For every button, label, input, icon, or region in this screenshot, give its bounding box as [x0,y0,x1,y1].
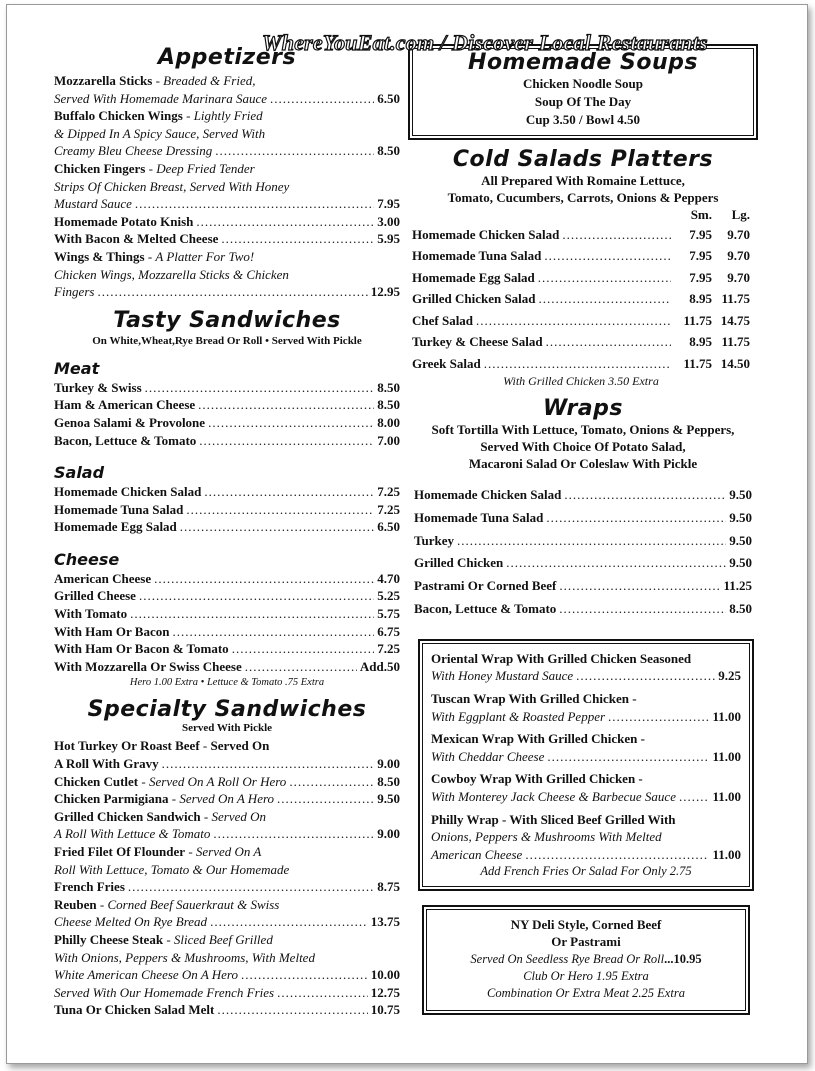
menu-item: Grilled Chicken Salad ..... 8.95 11.75 [412,288,750,310]
menu-item: With Cheddar Cheese ..... 11.00 [431,748,741,766]
wraps-title: Wraps [542,396,623,422]
menu-item: Homemade Chicken Salad ..... 9.50 [414,484,752,507]
menu-item: White American Cheese On A Hero ..... 10.00 [54,966,400,984]
wraps-extra: Add French Fries Or Salad For Only 2.75 [480,864,692,879]
menu-item: Chicken Parmigiana - Served On A Hero ..... 9.50 [54,790,400,808]
deli-title: NY Deli Style, Corned Beef [510,917,662,933]
menu-item: Pastrami Or Corned Beef ..... 11.25 [414,575,752,598]
menu-item: Oriental Wrap With Grilled Chicken Seasoned [431,650,692,666]
menu-item: Cheese Melted On Rye Bread ..... 13.75 [54,913,400,931]
menu-item: Fingers ..... 12.95 [54,283,400,301]
menu-item: Philly Cheese Steak - Sliced Beef Grilled [54,931,273,947]
deli-line: Club Or Hero 1.95 Extra [523,969,649,984]
cheese-list [54,570,400,676]
menu-item: Turkey & Cheese Salad ..... 8.95 11.75 [412,331,750,353]
appetizers-title: Appetizers [157,45,297,70]
site-watermark: WhereYouEat.com / Discover Local Restaurants [262,30,708,55]
menu-item: Turkey & Swiss ..... 8.50 [54,379,400,397]
menu-item: With Eggplant & Roasted Pepper ..... 11.00 [431,708,741,726]
menu-item: Chef Salad ..... 11.75 14.75 [412,310,750,332]
specialty-list [54,737,400,1019]
menu-item: With Honey Mustard Sauce ..... 9.25 [431,667,741,685]
menu-item: Mustard Sauce ..... 7.95 [54,195,400,213]
wraps-note: Macaroni Salad Or Coleslaw With Pickle [468,456,698,472]
right-column [408,40,758,1015]
menu-item: With Tomato ..... 5.75 [54,605,400,623]
menu-item: French Fries ..... 8.75 [54,878,400,896]
menu-item: Homemade Tuna Salad ..... 7.95 9.70 [412,245,750,267]
menu-item: Homemade Egg Salad ..... 6.50 [54,518,400,536]
specialty-title: Specialty Sandwiches [87,697,367,723]
soup-line: Chicken Noodle Soup [523,76,643,91]
tasty-note: On White,Wheat,Rye Bread Or Roll • Served With Pickle [92,334,362,347]
deli-line: Served On Seedless Rye Bread Or Roll...10.95 [470,952,702,967]
salads-note: All Prepared With Romaine Lettuce, [481,173,685,188]
menu-item: Served With Our Homemade French Fries ..... 12.75 [54,984,400,1002]
appetizers-list [54,72,400,301]
wraps-note: Served With Choice Of Potato Salad, [480,439,686,455]
menu-item: Homemade Tuna Salad ..... 9.50 [414,507,752,530]
menu-item: Greek Salad ..... 11.75 14.50 [412,353,750,375]
special-wraps-box [418,639,754,892]
soups-title: Homemade Soups [468,50,698,75]
tasty-sandwiches-title: Tasty Sandwiches [113,307,341,333]
item-description: Onions, Peppers & Mushrooms With Melted [431,829,662,845]
wraps-list [408,484,758,621]
salads-extra: With Grilled Chicken 3.50 Extra [503,374,659,389]
menu-item: Tuscan Wrap With Grilled Chicken - [431,691,637,707]
menu-item: Ham & American Cheese ..... 8.50 [54,396,400,414]
deli-title: Or Pastrami [551,934,621,950]
menu-item: Cowboy Wrap With Grilled Chicken - [431,771,643,787]
item-description: With Onions, Peppers & Mushrooms, With Melted [54,949,315,965]
menu-item: Grilled Chicken Sandwich - Served On [54,808,266,824]
salads-header: Sm. Lg. [690,207,750,222]
wraps-note: Soft Tortilla With Lettuce, Tomato, Onions & Peppers, [431,422,735,438]
left-column [54,40,400,1019]
cheese-title: Cheese [54,549,120,569]
menu-item: Bacon, Lettuce & Tomato ..... 7.00 [54,432,400,450]
menu-item: With Ham Or Bacon & Tomato ..... 7.25 [54,640,400,658]
menu-item: With Mozzarella Or Swiss Cheese ..... Add.50 [54,658,400,676]
menu-item: With Ham Or Bacon ..... 6.75 [54,623,400,641]
deli-box [422,905,750,1015]
menu-item: Genoa Salami & Provolone ..... 8.00 [54,414,400,432]
item-description: Chicken Wings, Mozzarella Sticks & Chicken [54,266,289,282]
salad-list [54,483,400,536]
menu-item: Grilled Chicken ..... 9.50 [414,552,752,575]
specialty-note: Served With Pickle [181,722,273,735]
menu-item: Grilled Cheese ..... 5.25 [54,587,400,605]
soups-box [408,44,758,140]
menu-item: Creamy Bleu Cheese Dressing ..... 8.50 [54,142,400,160]
menu-item: Homemade Tuna Salad ..... 7.25 [54,501,400,519]
menu-item: Buffalo Chicken Wings - Lightly Fried [54,108,263,124]
deli-line: Combination Or Extra Meat 2.25 Extra [487,986,685,1001]
menu-item: Chicken Fingers - Deep Fried Tender [54,160,255,176]
salad-title: Salad [54,463,105,483]
menu-item: Homemade Egg Salad ..... 7.95 9.70 [412,267,750,289]
menu-item: Homemade Chicken Salad ..... 7.95 9.70 [412,224,750,246]
salads-table [408,206,758,389]
menu-item: With Monterey Jack Cheese & Barbecue Sauce ..... 11.00 [431,788,741,806]
menu-item: With Bacon & Melted Cheese ..... 5.95 [54,230,400,248]
menu-item: Mexican Wrap With Grilled Chicken - [431,731,645,747]
menu-item: Philly Wrap - With Sliced Beef Grilled With [431,811,676,827]
menu-item: A Roll With Gravy ..... 9.00 [54,755,400,773]
cheese-extra-note: Hero 1.00 Extra • Lettuce & Tomato .75 Extra [129,677,325,689]
menu-item: American Cheese ..... 11.00 [431,846,741,864]
menu-item: Reuben - Corned Beef Sauerkraut & Swiss [54,896,280,912]
item-description: Strips Of Chicken Breast, Served With Honey [54,178,290,194]
menu-item: Wings & Things - A Platter For Two! [54,248,255,264]
soup-price: Cup 3.50 / Bowl 4.50 [525,112,641,127]
item-description: & Dipped In A Spicy Sauce, Served With [54,125,266,141]
menu-item: Homemade Potato Knish ..... 3.00 [54,213,400,231]
menu-item: Chicken Cutlet - Served On A Roll Or Hero ..... 8.50 [54,773,400,791]
menu-item: American Cheese ..... 4.70 [54,570,400,588]
menu-item: Served With Homemade Marinara Sauce ..... 6.50 [54,90,400,108]
salads-note: Tomato, Cucumbers, Carrots, Onions & Peppers [447,190,719,205]
menu-item: Bacon, Lettuce & Tomato ..... 8.50 [414,598,752,621]
menu-item: Mozzarella Sticks - Breaded & Fried, [54,73,256,88]
menu-item: A Roll With Lettuce & Tomato ..... 9.00 [54,825,400,843]
item-description: Roll With Lettuce, Tomato & Our Homemade [54,861,290,877]
menu-item: Homemade Chicken Salad ..... 7.25 [54,483,400,501]
menu-item: Hot Turkey Or Roast Beef - Served On [54,738,270,754]
menu-item: Turkey ..... 9.50 [414,530,752,553]
cold-salads-title: Cold Salads Platters [452,147,714,172]
meat-list [54,379,400,449]
soup-line: Soup Of The Day [534,94,632,109]
menu-item: Fried Filet Of Flounder - Served On A [54,844,262,859]
meat-title: Meat [54,358,100,378]
menu-item: Tuna Or Chicken Salad Melt ..... 10.75 [54,1001,400,1019]
